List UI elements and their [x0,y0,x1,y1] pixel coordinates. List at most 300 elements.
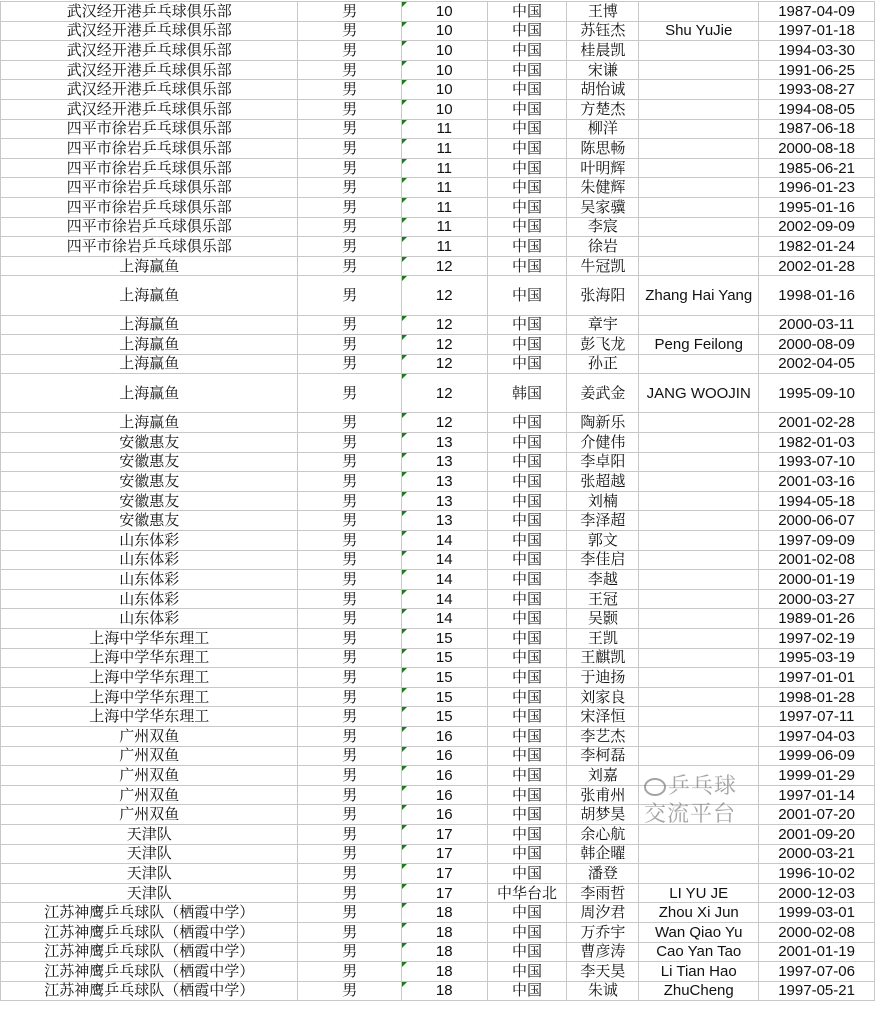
english-name-cell[interactable] [639,354,759,374]
country-cell[interactable]: 中国 [487,2,567,22]
name-cell[interactable]: 陈思畅 [567,139,639,159]
name-cell[interactable]: 方楚杰 [567,99,639,119]
name-cell[interactable]: 曹彦涛 [567,942,639,962]
gender-cell[interactable]: 男 [298,707,401,727]
team-number-cell[interactable]: 13 [401,452,487,472]
country-cell[interactable]: 中国 [487,805,567,825]
club-cell[interactable]: 安徽惠友 [1,511,298,531]
club-cell[interactable]: 安徽惠友 [1,452,298,472]
name-cell[interactable]: 孙正 [567,354,639,374]
birthdate-cell[interactable]: 1985-06-21 [759,158,875,178]
team-number-cell[interactable]: 14 [401,531,487,551]
birthdate-cell[interactable]: 2002-09-09 [759,217,875,237]
club-cell[interactable]: 上海赢鱼 [1,256,298,276]
gender-cell[interactable]: 男 [298,217,401,237]
birthdate-cell[interactable]: 2001-09-20 [759,824,875,844]
club-cell[interactable]: 四平市徐岩乒乓球俱乐部 [1,119,298,139]
gender-cell[interactable]: 男 [298,687,401,707]
team-number-cell[interactable]: 15 [401,707,487,727]
club-cell[interactable]: 天津队 [1,864,298,884]
birthdate-cell[interactable]: 1997-01-18 [759,21,875,41]
birthdate-cell[interactable]: 2000-02-08 [759,922,875,942]
country-cell[interactable]: 中国 [487,335,567,355]
gender-cell[interactable]: 男 [298,41,401,61]
name-cell[interactable]: 刘楠 [567,491,639,511]
team-number-cell[interactable]: 15 [401,648,487,668]
team-number-cell[interactable]: 11 [401,139,487,159]
birthdate-cell[interactable]: 1997-01-14 [759,785,875,805]
club-cell[interactable]: 武汉经开港乒乓球俱乐部 [1,99,298,119]
team-number-cell[interactable]: 13 [401,491,487,511]
english-name-cell[interactable] [639,491,759,511]
club-cell[interactable]: 四平市徐岩乒乓球俱乐部 [1,139,298,159]
english-name-cell[interactable]: Zhou Xi Jun [639,903,759,923]
name-cell[interactable]: 胡梦昊 [567,805,639,825]
country-cell[interactable]: 中国 [487,21,567,41]
english-name-cell[interactable] [639,550,759,570]
country-cell[interactable]: 中国 [487,433,567,453]
club-cell[interactable]: 广州双鱼 [1,726,298,746]
birthdate-cell[interactable]: 1996-01-23 [759,178,875,198]
birthdate-cell[interactable]: 1999-06-09 [759,746,875,766]
name-cell[interactable]: 吴家骥 [567,197,639,217]
english-name-cell[interactable] [639,766,759,786]
gender-cell[interactable]: 男 [298,433,401,453]
birthdate-cell[interactable]: 2002-01-28 [759,256,875,276]
gender-cell[interactable]: 男 [298,668,401,688]
club-cell[interactable]: 四平市徐岩乒乓球俱乐部 [1,178,298,198]
birthdate-cell[interactable]: 1999-03-01 [759,903,875,923]
english-name-cell[interactable] [639,805,759,825]
team-number-cell[interactable]: 18 [401,922,487,942]
team-number-cell[interactable]: 18 [401,962,487,982]
club-cell[interactable]: 武汉经开港乒乓球俱乐部 [1,80,298,100]
name-cell[interactable]: 介健伟 [567,433,639,453]
name-cell[interactable]: 桂晨凯 [567,41,639,61]
name-cell[interactable]: 于迪扬 [567,668,639,688]
english-name-cell[interactable] [639,2,759,22]
gender-cell[interactable]: 男 [298,609,401,629]
country-cell[interactable]: 中国 [487,491,567,511]
english-name-cell[interactable] [639,413,759,433]
country-cell[interactable]: 中国 [487,903,567,923]
team-number-cell[interactable]: 16 [401,746,487,766]
country-cell[interactable]: 中国 [487,746,567,766]
birthdate-cell[interactable]: 1997-02-19 [759,629,875,649]
gender-cell[interactable]: 男 [298,276,401,315]
club-cell[interactable]: 四平市徐岩乒乓球俱乐部 [1,158,298,178]
name-cell[interactable]: 李越 [567,570,639,590]
birthdate-cell[interactable]: 1997-05-21 [759,981,875,1001]
team-number-cell[interactable]: 10 [401,21,487,41]
gender-cell[interactable]: 男 [298,256,401,276]
gender-cell[interactable]: 男 [298,80,401,100]
english-name-cell[interactable]: Cao Yan Tao [639,942,759,962]
birthdate-cell[interactable]: 2000-08-18 [759,139,875,159]
country-cell[interactable]: 中国 [487,922,567,942]
english-name-cell[interactable] [639,864,759,884]
gender-cell[interactable]: 男 [298,981,401,1001]
team-number-cell[interactable]: 12 [401,374,487,413]
country-cell[interactable]: 中国 [487,315,567,335]
name-cell[interactable]: 李泽超 [567,511,639,531]
english-name-cell[interactable]: Shu YuJie [639,21,759,41]
name-cell[interactable]: 张海阳 [567,276,639,315]
birthdate-cell[interactable]: 2000-01-19 [759,570,875,590]
birthdate-cell[interactable]: 1998-01-28 [759,687,875,707]
team-number-cell[interactable]: 11 [401,119,487,139]
english-name-cell[interactable] [639,452,759,472]
club-cell[interactable]: 天津队 [1,844,298,864]
team-number-cell[interactable]: 12 [401,354,487,374]
name-cell[interactable]: 叶明辉 [567,158,639,178]
gender-cell[interactable]: 男 [298,648,401,668]
name-cell[interactable]: 王冠 [567,589,639,609]
name-cell[interactable]: 李卓阳 [567,452,639,472]
name-cell[interactable]: 朱健辉 [567,178,639,198]
gender-cell[interactable]: 男 [298,237,401,257]
country-cell[interactable]: 中国 [487,41,567,61]
name-cell[interactable]: 郭文 [567,531,639,551]
english-name-cell[interactable]: Zhang Hai Yang [639,276,759,315]
english-name-cell[interactable] [639,746,759,766]
name-cell[interactable]: 李宸 [567,217,639,237]
club-cell[interactable]: 山东体彩 [1,531,298,551]
club-cell[interactable]: 广州双鱼 [1,746,298,766]
english-name-cell[interactable] [639,511,759,531]
club-cell[interactable]: 武汉经开港乒乓球俱乐部 [1,21,298,41]
country-cell[interactable]: 中国 [487,981,567,1001]
gender-cell[interactable]: 男 [298,824,401,844]
english-name-cell[interactable] [639,256,759,276]
country-cell[interactable]: 中国 [487,550,567,570]
country-cell[interactable]: 中国 [487,707,567,727]
english-name-cell[interactable] [639,531,759,551]
team-number-cell[interactable]: 13 [401,433,487,453]
birthdate-cell[interactable]: 1996-10-02 [759,864,875,884]
birthdate-cell[interactable]: 1991-06-25 [759,60,875,80]
team-number-cell[interactable]: 10 [401,99,487,119]
name-cell[interactable]: 周汐君 [567,903,639,923]
team-number-cell[interactable]: 13 [401,511,487,531]
birthdate-cell[interactable]: 2000-03-11 [759,315,875,335]
team-number-cell[interactable]: 12 [401,256,487,276]
gender-cell[interactable]: 男 [298,531,401,551]
country-cell[interactable]: 中国 [487,511,567,531]
team-number-cell[interactable]: 10 [401,60,487,80]
country-cell[interactable]: 中国 [487,629,567,649]
gender-cell[interactable]: 男 [298,903,401,923]
english-name-cell[interactable] [639,60,759,80]
country-cell[interactable]: 中国 [487,197,567,217]
english-name-cell[interactable] [639,178,759,198]
gender-cell[interactable]: 男 [298,315,401,335]
team-number-cell[interactable]: 17 [401,883,487,903]
birthdate-cell[interactable]: 1995-01-16 [759,197,875,217]
team-number-cell[interactable]: 10 [401,80,487,100]
club-cell[interactable]: 山东体彩 [1,609,298,629]
country-cell[interactable]: 中国 [487,217,567,237]
club-cell[interactable]: 安徽惠友 [1,433,298,453]
birthdate-cell[interactable]: 1994-08-05 [759,99,875,119]
club-cell[interactable]: 江苏神鹰乒乓球队（栖霞中学） [1,922,298,942]
team-number-cell[interactable]: 16 [401,766,487,786]
name-cell[interactable]: 章宇 [567,315,639,335]
country-cell[interactable]: 中国 [487,531,567,551]
country-cell[interactable]: 中国 [487,60,567,80]
team-number-cell[interactable]: 16 [401,726,487,746]
club-cell[interactable]: 广州双鱼 [1,785,298,805]
team-number-cell[interactable]: 10 [401,2,487,22]
gender-cell[interactable]: 男 [298,21,401,41]
gender-cell[interactable]: 男 [298,374,401,413]
name-cell[interactable]: 潘登 [567,864,639,884]
name-cell[interactable]: 李艺杰 [567,726,639,746]
country-cell[interactable]: 中国 [487,864,567,884]
english-name-cell[interactable] [639,433,759,453]
name-cell[interactable]: 李雨哲 [567,883,639,903]
english-name-cell[interactable] [639,687,759,707]
club-cell[interactable]: 广州双鱼 [1,766,298,786]
club-cell[interactable]: 山东体彩 [1,589,298,609]
gender-cell[interactable]: 男 [298,119,401,139]
gender-cell[interactable]: 男 [298,589,401,609]
birthdate-cell[interactable]: 1997-04-03 [759,726,875,746]
gender-cell[interactable]: 男 [298,570,401,590]
country-cell[interactable]: 中国 [487,119,567,139]
club-cell[interactable]: 江苏神鹰乒乓球队（栖霞中学） [1,981,298,1001]
country-cell[interactable]: 中国 [487,766,567,786]
birthdate-cell[interactable]: 1989-01-26 [759,609,875,629]
country-cell[interactable]: 中国 [487,158,567,178]
english-name-cell[interactable] [639,844,759,864]
club-cell[interactable]: 安徽惠友 [1,491,298,511]
club-cell[interactable]: 四平市徐岩乒乓球俱乐部 [1,197,298,217]
english-name-cell[interactable] [639,237,759,257]
name-cell[interactable]: 张甫州 [567,785,639,805]
club-cell[interactable]: 天津队 [1,883,298,903]
club-cell[interactable]: 山东体彩 [1,570,298,590]
name-cell[interactable]: 姜武金 [567,374,639,413]
name-cell[interactable]: 彭飞龙 [567,335,639,355]
team-number-cell[interactable]: 17 [401,824,487,844]
birthdate-cell[interactable]: 1995-03-19 [759,648,875,668]
name-cell[interactable]: 刘嘉 [567,766,639,786]
team-number-cell[interactable]: 14 [401,609,487,629]
english-name-cell[interactable] [639,629,759,649]
country-cell[interactable]: 中国 [487,726,567,746]
club-cell[interactable]: 上海中学华东理工 [1,648,298,668]
club-cell[interactable]: 上海中学华东理工 [1,668,298,688]
gender-cell[interactable]: 男 [298,942,401,962]
team-number-cell[interactable]: 11 [401,237,487,257]
birthdate-cell[interactable]: 1982-01-24 [759,237,875,257]
team-number-cell[interactable]: 14 [401,570,487,590]
birthdate-cell[interactable]: 1999-01-29 [759,766,875,786]
birthdate-cell[interactable]: 1994-05-18 [759,491,875,511]
gender-cell[interactable]: 男 [298,139,401,159]
gender-cell[interactable]: 男 [298,2,401,22]
club-cell[interactable]: 四平市徐岩乒乓球俱乐部 [1,237,298,257]
gender-cell[interactable]: 男 [298,413,401,433]
gender-cell[interactable]: 男 [298,60,401,80]
english-name-cell[interactable] [639,139,759,159]
club-cell[interactable]: 江苏神鹰乒乓球队（栖霞中学） [1,903,298,923]
team-number-cell[interactable]: 15 [401,629,487,649]
name-cell[interactable]: 刘家良 [567,687,639,707]
club-cell[interactable]: 上海中学华东理工 [1,629,298,649]
team-number-cell[interactable]: 12 [401,315,487,335]
country-cell[interactable]: 中国 [487,785,567,805]
gender-cell[interactable]: 男 [298,197,401,217]
name-cell[interactable]: 朱诚 [567,981,639,1001]
gender-cell[interactable]: 男 [298,962,401,982]
birthdate-cell[interactable]: 2000-08-09 [759,335,875,355]
country-cell[interactable]: 中国 [487,276,567,315]
birthdate-cell[interactable]: 2000-03-21 [759,844,875,864]
team-number-cell[interactable]: 11 [401,158,487,178]
birthdate-cell[interactable]: 1997-07-06 [759,962,875,982]
english-name-cell[interactable] [639,707,759,727]
country-cell[interactable]: 中国 [487,413,567,433]
name-cell[interactable]: 吴颢 [567,609,639,629]
club-cell[interactable]: 上海赢鱼 [1,315,298,335]
gender-cell[interactable]: 男 [298,491,401,511]
birthdate-cell[interactable]: 1998-01-16 [759,276,875,315]
club-cell[interactable]: 上海赢鱼 [1,335,298,355]
birthdate-cell[interactable]: 1993-07-10 [759,452,875,472]
gender-cell[interactable]: 男 [298,844,401,864]
club-cell[interactable]: 广州双鱼 [1,805,298,825]
birthdate-cell[interactable]: 1982-01-03 [759,433,875,453]
english-name-cell[interactable] [639,785,759,805]
name-cell[interactable]: 胡怡诚 [567,80,639,100]
team-number-cell[interactable]: 14 [401,589,487,609]
country-cell[interactable]: 中国 [487,452,567,472]
club-cell[interactable]: 四平市徐岩乒乓球俱乐部 [1,217,298,237]
english-name-cell[interactable] [639,589,759,609]
team-number-cell[interactable]: 17 [401,844,487,864]
club-cell[interactable]: 山东体彩 [1,550,298,570]
name-cell[interactable]: 苏钰杰 [567,21,639,41]
team-number-cell[interactable]: 18 [401,981,487,1001]
team-number-cell[interactable]: 14 [401,550,487,570]
team-number-cell[interactable]: 16 [401,785,487,805]
english-name-cell[interactable] [639,217,759,237]
birthdate-cell[interactable]: 1995-09-10 [759,374,875,413]
club-cell[interactable]: 上海赢鱼 [1,374,298,413]
club-cell[interactable]: 安徽惠友 [1,472,298,492]
birthdate-cell[interactable]: 1997-09-09 [759,531,875,551]
team-number-cell[interactable]: 15 [401,687,487,707]
birthdate-cell[interactable]: 1987-04-09 [759,2,875,22]
team-number-cell[interactable]: 15 [401,668,487,688]
country-cell[interactable]: 中国 [487,139,567,159]
country-cell[interactable]: 中国 [487,844,567,864]
birthdate-cell[interactable]: 2000-12-03 [759,883,875,903]
gender-cell[interactable]: 男 [298,99,401,119]
name-cell[interactable]: 万乔宇 [567,922,639,942]
country-cell[interactable]: 中国 [487,668,567,688]
name-cell[interactable]: 李柯磊 [567,746,639,766]
birthdate-cell[interactable]: 2001-03-16 [759,472,875,492]
country-cell[interactable]: 中国 [487,256,567,276]
birthdate-cell[interactable]: 1997-07-11 [759,707,875,727]
gender-cell[interactable]: 男 [298,354,401,374]
gender-cell[interactable]: 男 [298,766,401,786]
birthdate-cell[interactable]: 2000-06-07 [759,511,875,531]
country-cell[interactable]: 中国 [487,589,567,609]
english-name-cell[interactable] [639,158,759,178]
club-cell[interactable]: 江苏神鹰乒乓球队（栖霞中学） [1,942,298,962]
country-cell[interactable]: 中国 [487,609,567,629]
country-cell[interactable]: 中国 [487,472,567,492]
english-name-cell[interactable] [639,726,759,746]
birthdate-cell[interactable]: 1994-03-30 [759,41,875,61]
country-cell[interactable]: 中华台北 [487,883,567,903]
name-cell[interactable]: 陶新乐 [567,413,639,433]
birthdate-cell[interactable]: 1997-01-01 [759,668,875,688]
birthdate-cell[interactable]: 2000-03-27 [759,589,875,609]
english-name-cell[interactable] [639,99,759,119]
birthdate-cell[interactable]: 1987-06-18 [759,119,875,139]
team-number-cell[interactable]: 18 [401,903,487,923]
team-number-cell[interactable]: 12 [401,413,487,433]
english-name-cell[interactable] [639,80,759,100]
team-number-cell[interactable]: 10 [401,41,487,61]
name-cell[interactable]: 张超越 [567,472,639,492]
english-name-cell[interactable]: Li Tian Hao [639,962,759,982]
team-number-cell[interactable]: 12 [401,276,487,315]
gender-cell[interactable]: 男 [298,922,401,942]
team-number-cell[interactable]: 13 [401,472,487,492]
birthdate-cell[interactable]: 2002-04-05 [759,354,875,374]
name-cell[interactable]: 徐岩 [567,237,639,257]
team-number-cell[interactable]: 17 [401,864,487,884]
gender-cell[interactable]: 男 [298,550,401,570]
team-number-cell[interactable]: 11 [401,197,487,217]
gender-cell[interactable]: 男 [298,472,401,492]
english-name-cell[interactable] [639,824,759,844]
club-cell[interactable]: 武汉经开港乒乓球俱乐部 [1,41,298,61]
name-cell[interactable]: 王博 [567,2,639,22]
gender-cell[interactable]: 男 [298,335,401,355]
name-cell[interactable]: 王凯 [567,629,639,649]
gender-cell[interactable]: 男 [298,158,401,178]
club-cell[interactable]: 武汉经开港乒乓球俱乐部 [1,2,298,22]
english-name-cell[interactable]: Peng Feilong [639,335,759,355]
name-cell[interactable]: 王麒凯 [567,648,639,668]
english-name-cell[interactable] [639,41,759,61]
club-cell[interactable]: 天津队 [1,824,298,844]
name-cell[interactable]: 牛冠凯 [567,256,639,276]
team-number-cell[interactable]: 16 [401,805,487,825]
birthdate-cell[interactable]: 2001-02-08 [759,550,875,570]
country-cell[interactable]: 中国 [487,178,567,198]
gender-cell[interactable]: 男 [298,746,401,766]
club-cell[interactable]: 上海赢鱼 [1,354,298,374]
gender-cell[interactable]: 男 [298,726,401,746]
english-name-cell[interactable] [639,648,759,668]
gender-cell[interactable]: 男 [298,178,401,198]
english-name-cell[interactable]: LI YU JE [639,883,759,903]
name-cell[interactable]: 柳洋 [567,119,639,139]
english-name-cell[interactable] [639,119,759,139]
english-name-cell[interactable]: JANG WOOJIN [639,374,759,413]
name-cell[interactable]: 李佳启 [567,550,639,570]
birthdate-cell[interactable]: 2001-02-28 [759,413,875,433]
name-cell[interactable]: 宋谦 [567,60,639,80]
